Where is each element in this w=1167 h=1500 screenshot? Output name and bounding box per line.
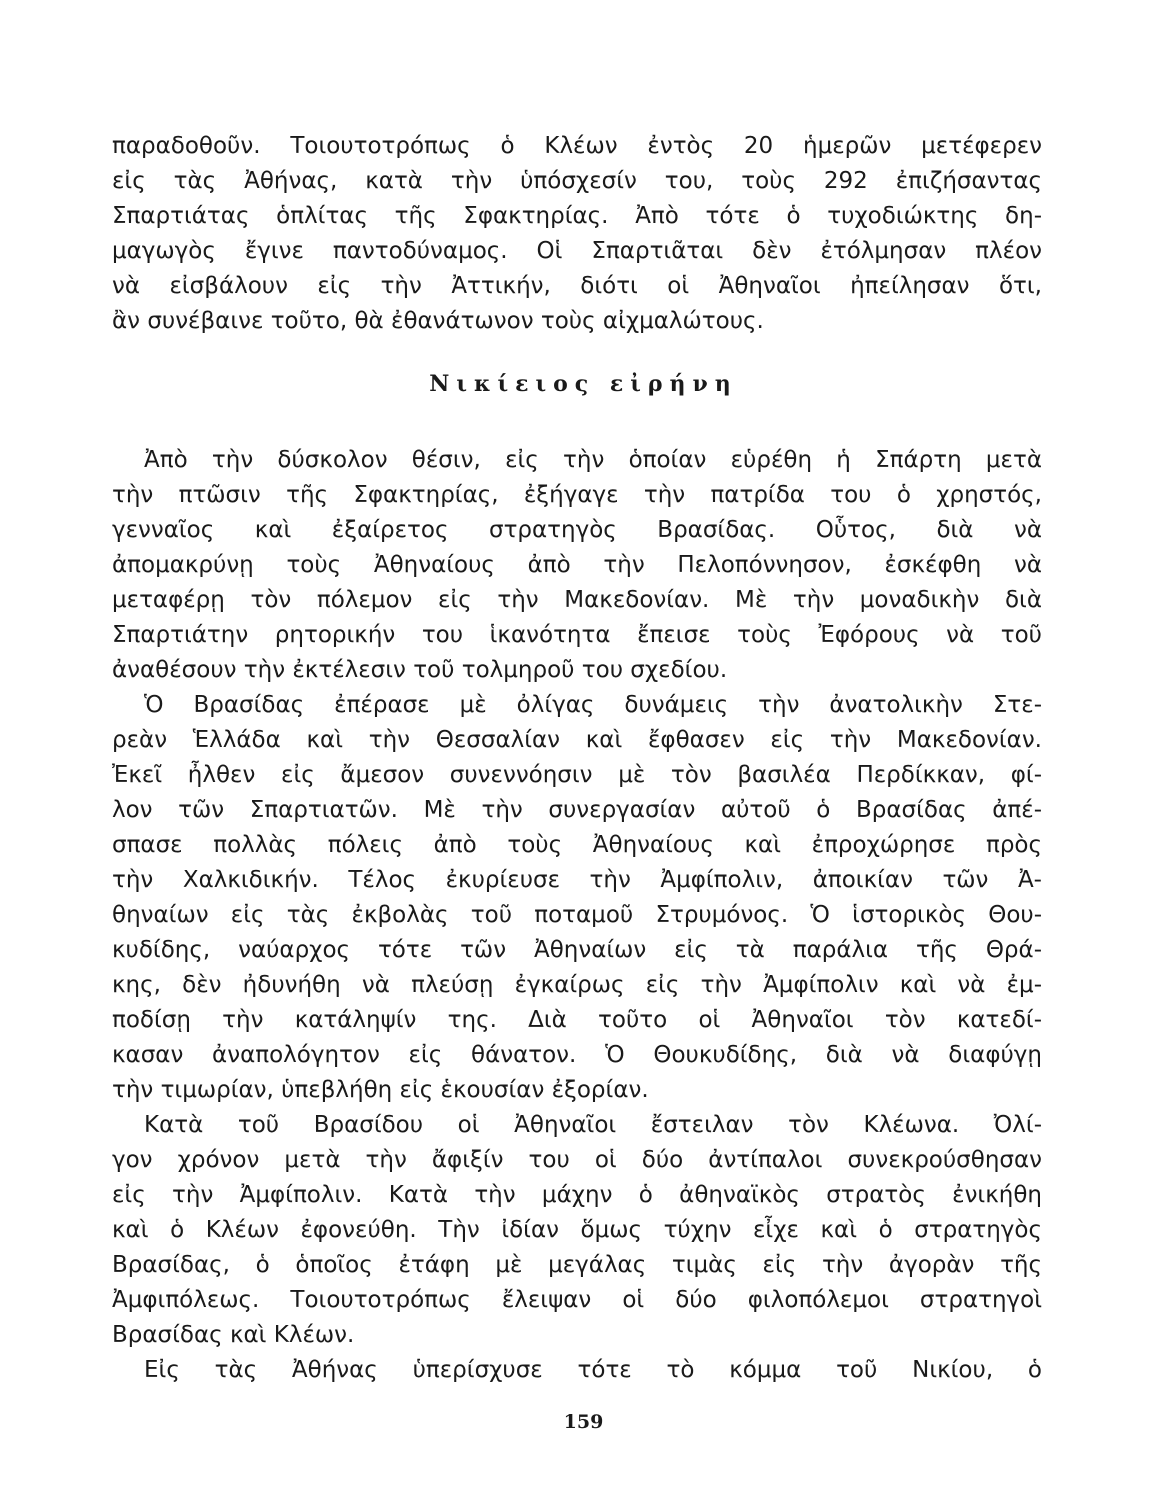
text-line: κασαν ἀναπολόγητον εἰς θάνατον. Ὁ Θουκυδίδης, διὰ νὰ διαφύγῃ	[112, 1042, 1042, 1068]
text-line: Ἐκεῖ ἦλθεν εἰς ἄμεσον συνεννόησιν μὲ τὸν βασιλέα Περδίκκαν, φί-	[112, 762, 1042, 788]
text-line: κης, δὲν ἠδυνήθη νὰ πλεύσῃ ἐγκαίρως εἰς τὴν Ἀμφίπολιν καὶ νὰ ἐμ-	[112, 972, 1042, 998]
text-line: Κατὰ τοῦ Βρασίδου οἱ Ἀθηναῖοι ἔστειλαν τὸν Κλέωνα. Ὀλί-	[144, 1112, 1042, 1138]
text-line: θηναίων εἰς τὰς ἐκβολὰς τοῦ ποταμοῦ Στρυμόνος. Ὁ ἱστορικὸς Θου-	[112, 902, 1042, 928]
text-line: γον χρόνον μετὰ τὴν ἄφιξίν του οἱ δύο ἀντίπαλοι συνεκρούσθησαν	[112, 1147, 1042, 1173]
text-line: καὶ ὁ Κλέων ἐφονεύθη. Τὴν ἰδίαν ὅμως τύχην εἶχε καὶ ὁ στρατηγὸς	[112, 1217, 1042, 1243]
text-line: Ἀμφιπόλεως. Τοιουτοτρόπως ἔλειψαν οἱ δύο φιλοπόλεμοι στρατηγοὶ	[112, 1287, 1042, 1313]
text-line: Σπαρτιάτας ὁπλίτας τῆς Σφακτηρίας. Ἀπὸ τότε ὁ τυχοδιώκτης δη-	[112, 203, 1042, 229]
page-number: 159	[563, 1411, 604, 1433]
text-line: μεταφέρῃ τὸν πόλεμον εἰς τὴν Μακεδονίαν. Μὲ τὴν μοναδικὴν διὰ	[112, 587, 1042, 613]
text-line: ἀναθέσουν τὴν ἐκτέλεσιν τοῦ τολμηροῦ του σχεδίου.	[112, 657, 728, 683]
text-line: γενναῖος καὶ ἐξαίρετος στρατηγὸς Βρασίδας. Οὗτος, διὰ νὰ	[112, 517, 1042, 543]
text-line: Βρασίδας, ὁ ὁποῖος ἐτάφη μὲ μεγάλας τιμὰς εἰς τὴν ἀγορὰν τῆς	[112, 1252, 1042, 1278]
text-line: σπασε πολλὰς πόλεις ἀπὸ τοὺς Ἀθηναίους καὶ ἐπροχώρησε πρὸς	[112, 832, 1042, 858]
text-line: Ὁ Βρασίδας ἐπέρασε μὲ ὀλίγας δυνάμεις τὴν ἀνατολικὴν Στε-	[144, 692, 1042, 718]
text-line: εἰς τὴν Ἀμφίπολιν. Κατὰ τὴν μάχην ὁ ἀθηναϊκὸς στρατὸς ἐνικήθη	[112, 1182, 1042, 1208]
text-line: τὴν πτῶσιν τῆς Σφακτηρίας, ἐξήγαγε τὴν πατρίδα του ὁ χρηστός,	[112, 482, 1042, 508]
text-line: Σπαρτιάτην ρητορικήν του ἱκανότητα ἔπεισε τοὺς Ἐφόρους νὰ τοῦ	[112, 622, 1042, 648]
section-body	[112, 443, 1042, 1388]
text-line: Ἀπὸ τὴν δύσκολον θέσιν, εἰς τὴν ὁποίαν εὑρέθη ἡ Σπάρτη μετὰ	[144, 447, 1042, 473]
text-line: ρεὰν Ἑλλάδα καὶ τὴν Θεσσαλίαν καὶ ἔφθασεν εἰς τὴν Μακεδονίαν.	[112, 727, 1042, 753]
text-line: νὰ εἰσβάλουν εἰς τὴν Ἀττικήν, διότι οἱ Ἀθηναῖοι ἠπείλησαν ὅτι,	[112, 273, 1042, 299]
text-line: λον τῶν Σπαρτιατῶν. Μὲ τὴν συνεργασίαν αὐτοῦ ὁ Βρασίδας ἀπέ-	[112, 797, 1042, 823]
section-heading: Νικίειος εἰρήνη	[429, 371, 738, 397]
text-line: εἰς τὰς Ἀθήνας, κατὰ τὴν ὑπόσχεσίν του, τοὺς 292 ἐπιζήσαντας	[112, 168, 1042, 194]
text-line: Βρασίδας καὶ Κλέων.	[112, 1322, 355, 1348]
text-line: κυδίδης, ναύαρχος τότε τῶν Ἀθηναίων εἰς τὰ παράλια τῆς Θρά-	[112, 937, 1042, 963]
text-line: ἂν συνέβαινε τοῦτο, θὰ ἐθανάτωνον τοὺς αἰχμαλώτους.	[112, 308, 764, 334]
text-line: Εἰς τὰς Ἀθήνας ὑπερίσχυσε τότε τὸ κόμμα τοῦ Νικίου, ὁ	[144, 1357, 1042, 1383]
text-line: ἀπομακρύνῃ τοὺς Ἀθηναίους ἀπὸ τὴν Πελοπόννησον, ἐσκέφθη νὰ	[112, 552, 1042, 578]
text-line: τὴν τιμωρίαν, ὑπεβλήθη εἰς ἑκουσίαν ἐξορίαν.	[112, 1077, 649, 1103]
paragraph-top	[112, 129, 1042, 339]
text-line: μαγωγὸς ἔγινε παντοδύναμος. Οἱ Σπαρτιᾶται δὲν ἐτόλμησαν πλέον	[112, 238, 1042, 264]
text-line: παραδοθοῦν. Τοιουτοτρόπως ὁ Κλέων ἐντὸς 20 ἡμερῶν μετέφερεν	[112, 133, 1042, 159]
text-line: ποδίσῃ τὴν κατάληψίν της. Διὰ τοῦτο οἱ Ἀθηναῖοι τὸν κατεδί-	[112, 1007, 1042, 1033]
text-line: τὴν Χαλκιδικήν. Τέλος ἐκυρίευσε τὴν Ἀμφίπολιν, ἀποικίαν τῶν Ἀ-	[112, 867, 1042, 893]
